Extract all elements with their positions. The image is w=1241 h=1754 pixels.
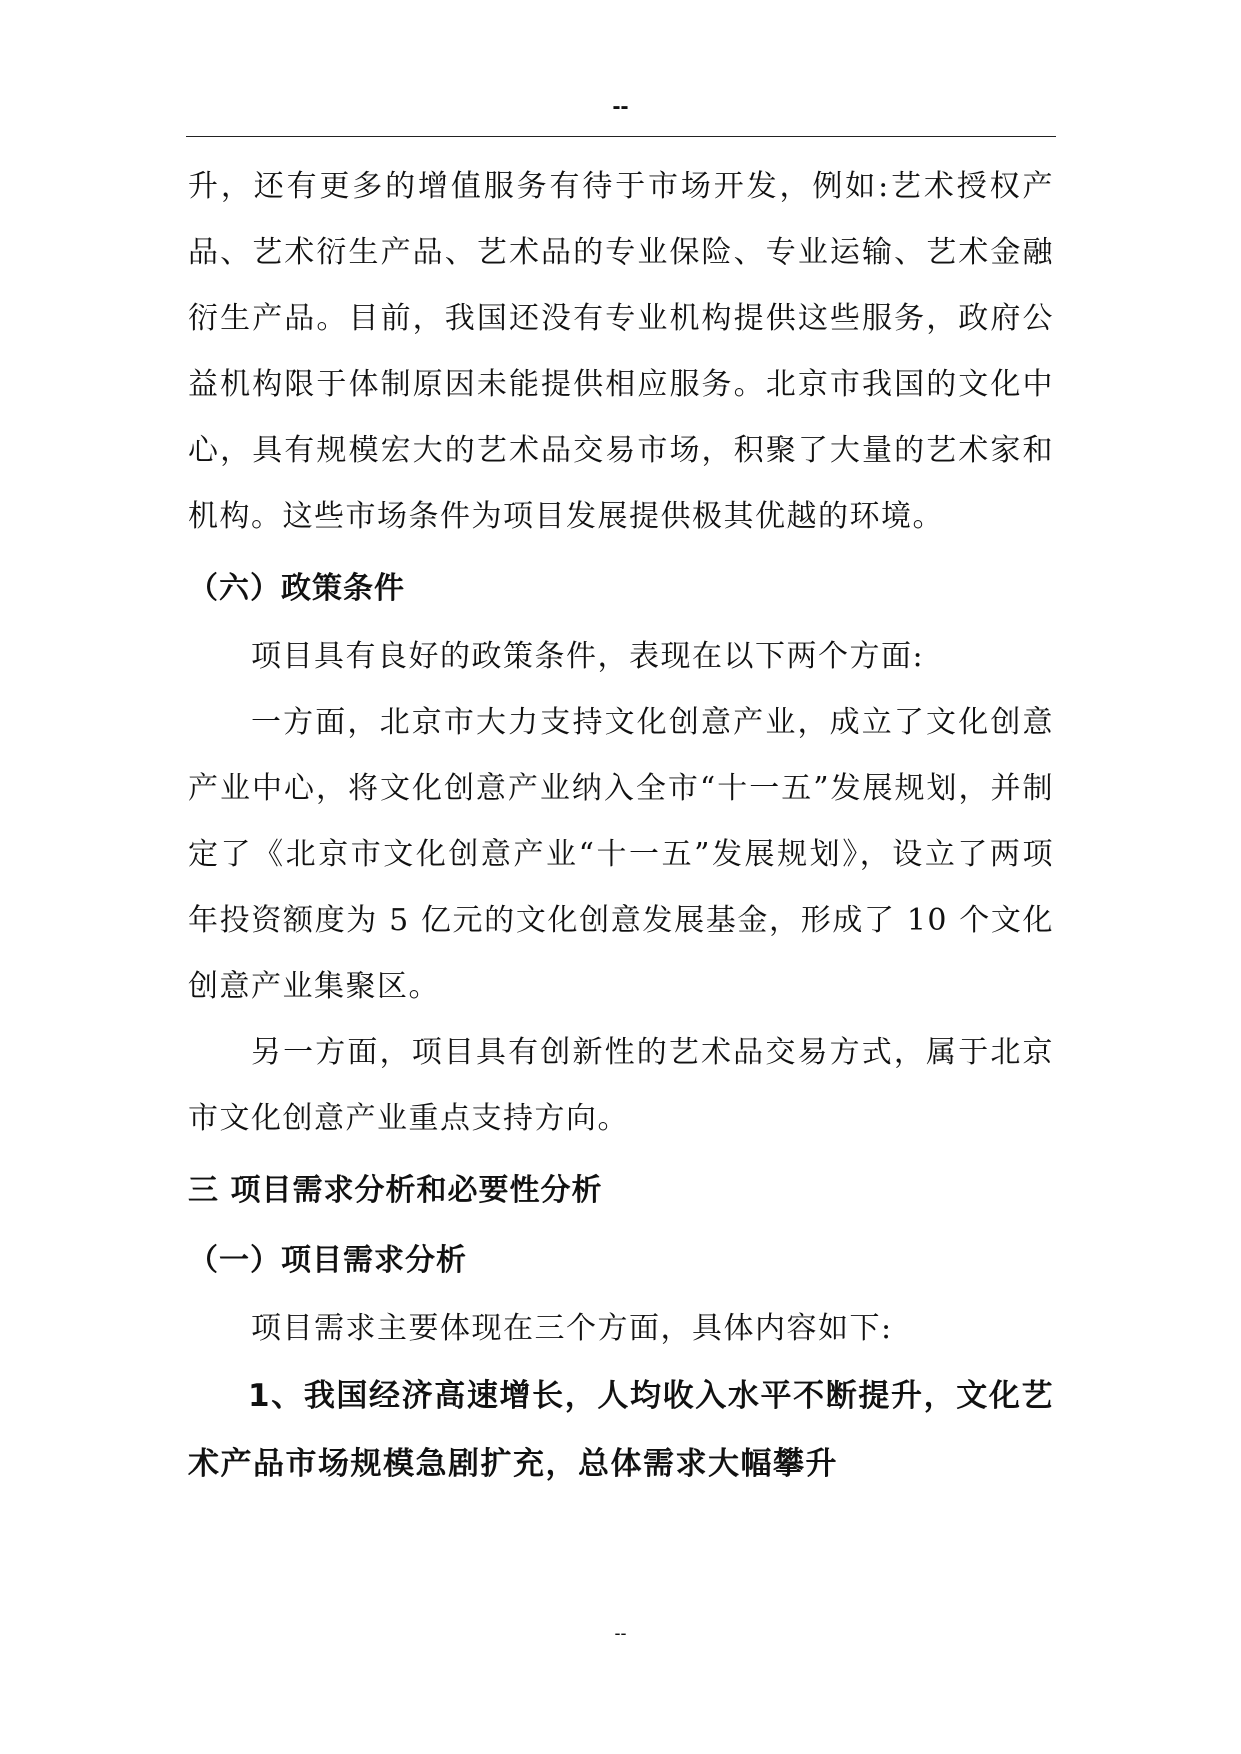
paragraph-policy-first-aspect: 一方面，北京市大力支持文化创意产业，成立了文化创意产业中心，将文化创意产业纳入全市“十一五”发展规划，并制定了《北京市文化创意产业“十一五”发展规划》，设立了两项年投资额度为 5 亿元的文化创意发展基金，形成了 10 个文化创意产业集聚区。: [188, 705, 1054, 1004]
paragraph-market-conditions: 升，还有更多的增值服务有待于市场开发，例如:艺术授权产品、艺术衍生产品、艺术品的专业保险、专业运输、艺术金融衍生产品。目前，我国还没有专业机构提供这些服务，政府公益机构限于体制原因未能提供相应服务。北京市我国的文化中心，具有规模宏大的艺术品交易市场，积聚了大量的艺术家和机构。这些市场条件为项目发展提供极其优越的环境。: [188, 169, 1054, 534]
paragraph-demand-intro: 项目需求主要体现在三个方面，具体内容如下:: [251, 1311, 893, 1346]
heading-section-3: 三 项目需求分析和必要性分析: [188, 1173, 603, 1208]
heading-demand-analysis: （一）项目需求分析: [188, 1243, 467, 1278]
paragraph-demand-point-1: 1、我国经济高速增长，人均收入水平不断提升，文化艺术产品市场规模急剧扩充，总体需求大幅攀升: [188, 1378, 1054, 1482]
page-footer-mark: --: [614, 1623, 627, 1643]
header-divider: [186, 136, 1056, 137]
paragraph-policy-second-aspect: 另一方面，项目具有创新性的艺术品交易方式，属于北京市文化创意产业重点支持方向。: [188, 1035, 1054, 1136]
page-header-mark: --: [612, 93, 629, 120]
document-body: [188, 154, 1054, 1498]
heading-policy-conditions: （六）政策条件: [188, 571, 405, 606]
paragraph-policy-intro: 项目具有良好的政策条件，表现在以下两个方面:: [251, 639, 925, 674]
